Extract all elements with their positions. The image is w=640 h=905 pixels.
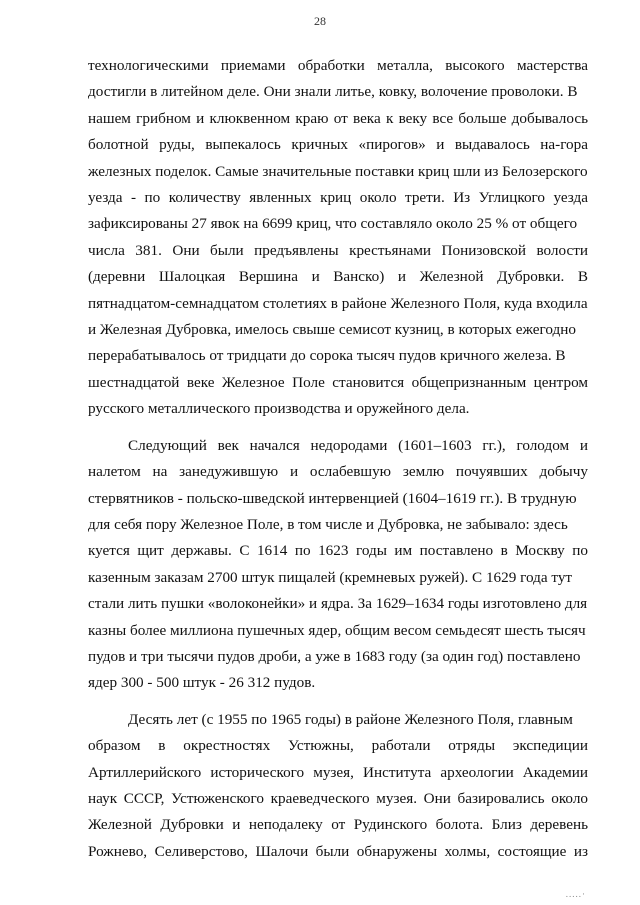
text-line: Следующий век начался недородами (1601–1603 гг.), голодом и: [128, 436, 588, 454]
text-line: куется щит державы. С 1614 по 1623 годы им поставлено в Москву по: [88, 542, 588, 560]
text-line: стали лить пушки «волоконейки» и ядра. За 1629–1634 годы изготовлено для: [88, 595, 588, 613]
text-line: ядер 300 - 500 штук - 26 312 пудов.: [88, 674, 316, 692]
text-line: пятнадцатом-семнадцатом столетиях в районе Железного Поля, куда входила: [88, 294, 588, 312]
text-line: казенным заказам 2700 штук пищалей (кремневых ружей). С 1629 года тут: [88, 568, 573, 586]
text-line: Рожнево, Селиверстово, Шалочи были обнаружены холмы, состоящие из: [88, 842, 588, 860]
text-line: числа 381. Они были предъявлены крестьянами Понизовской волости: [88, 241, 588, 259]
text-line: стервятников - польско-шведской интервенцией (1604–1619 гг.). В трудную: [88, 489, 577, 507]
text-line: зафиксированы 27 явок на 6699 криц, что составляло около 25 % от общего: [88, 215, 578, 233]
text-line: образом в окрестностях Устюжны, работали отряды экспедиции: [88, 737, 588, 755]
text-line: налетом на занедужившую и ослабевшую землю почуявших добычу: [88, 463, 588, 481]
text-line: для себя пору Железное Поле, в том числе и Дубровка, не забывало: здесь: [88, 515, 568, 533]
text-line: болотной руды, выпекалось кричных «пирогов» и выдавалось на-гора: [88, 136, 588, 154]
text-line: нашем грибном и клюквенном краю от века к веку все больше добывалось: [88, 109, 588, 127]
text-line: Десять лет (с 1955 по 1965 годы) в районе Железного Поля, главным: [128, 710, 573, 728]
page-number: 28: [314, 14, 326, 28]
text-line: русского металлического производства и оружейного дела.: [88, 400, 470, 418]
paragraph-1: [88, 53, 588, 423]
scan-edge-mark: .....·: [565, 889, 586, 899]
text-line: перерабатывалось от тридцати до сорока тысяч пудов кричного железа. В: [88, 347, 566, 365]
paragraph-3: [88, 707, 588, 865]
paragraph-2: [88, 433, 588, 697]
document-body: [88, 53, 588, 865]
text-line: наук СССР, Устюженского краеведческого музея. Они базировались около: [88, 789, 588, 807]
text-line: шестнадцатой веке Железное Поле становится общепризнанным центром: [88, 373, 588, 391]
text-line: железных поделок. Самые значительные поставки криц шли из Белозерского: [88, 162, 588, 180]
text-line: технологическими приемами обработки металла, высокого мастерства: [88, 57, 588, 74]
text-line: пудов и три тысячи пудов дроби, а уже в 1683 году (за один год) поставлено: [88, 647, 581, 665]
text-line: Железной Дубровки и неподалеку от Рудинского болота. Близ деревень: [88, 816, 588, 834]
text-line: (деревни Шалоцкая Вершина и Ванско) и Железной Дубровки. В: [88, 268, 588, 286]
text-line: Артиллерийского исторического музея, Института археологии Академии: [88, 763, 588, 781]
text-line: уезда - по количеству явленных криц около трети. Из Углицкого уезда: [88, 189, 588, 207]
text-line: и Железная Дубровка, имелось свыше семисот кузниц, в которых ежегодно: [88, 321, 576, 339]
text-line: достигли в литейном деле. Они знали литье, ковку, волочение проволоки. В: [88, 83, 578, 101]
text-line: казны более миллиона пушечных ядер, общим весом семьдесят шесть тысяч: [88, 621, 586, 639]
